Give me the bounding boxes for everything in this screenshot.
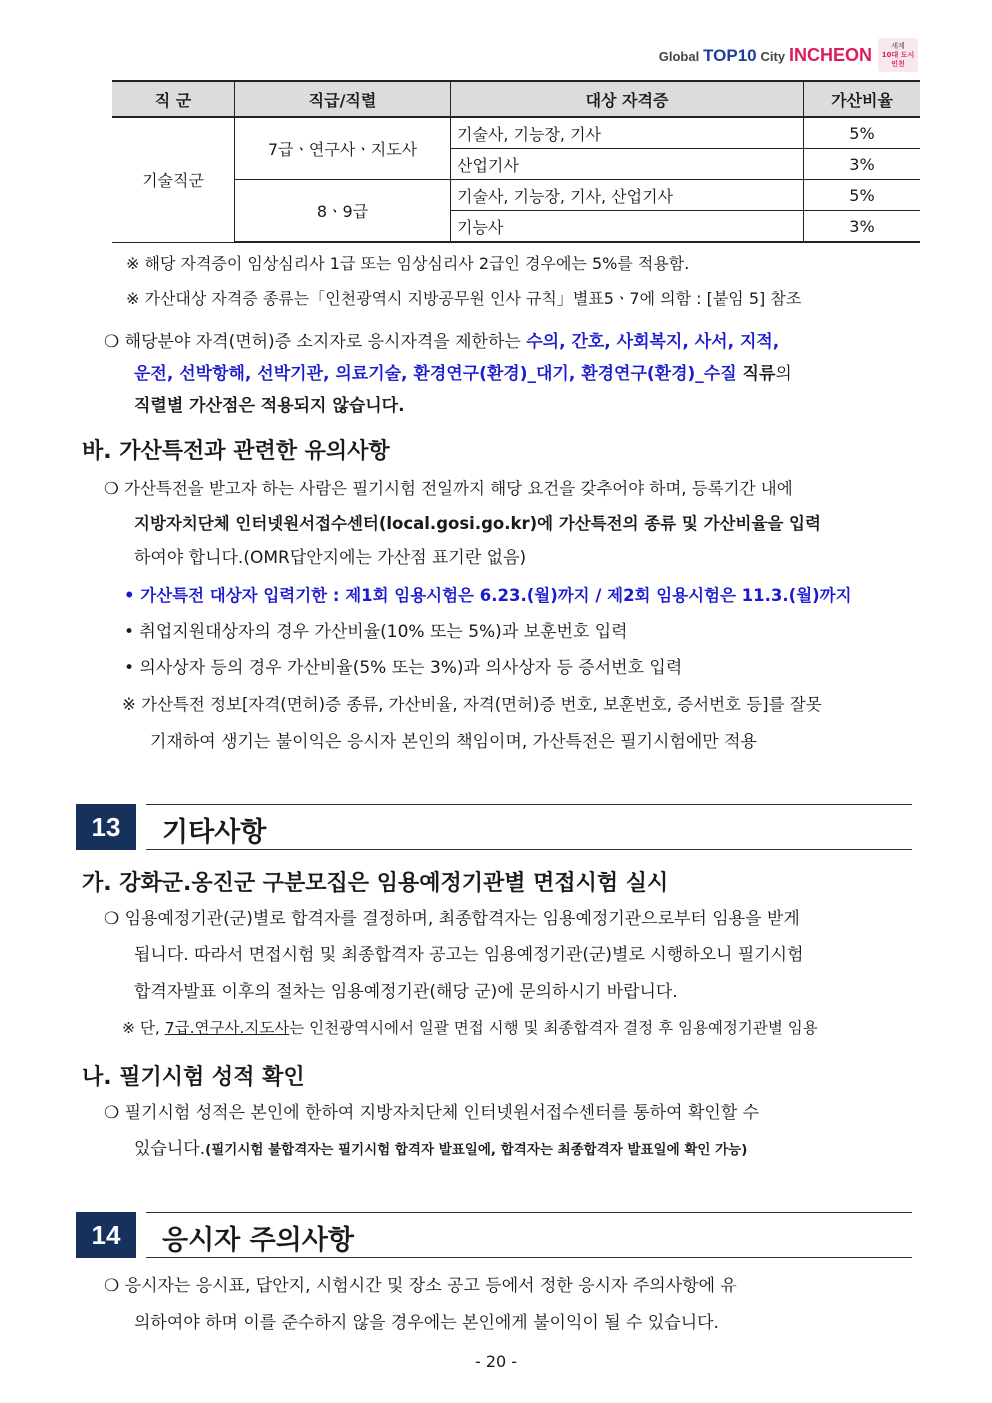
na-line1: ❍ 필기시험 성적은 본인에 한하여 지방자치단체 인터넷원서접수센터를 통하여 확인할 수 xyxy=(104,1103,760,1123)
section-14-rule-bottom xyxy=(146,1257,912,1258)
na-l2-bold: (필기시험 불합격자는 필기시험 합격자 발표일에, 합격자는 최종합격자 발표일에 확인 가능) xyxy=(205,1142,748,1158)
ga-note-underline: 7급.연구사.지도사 xyxy=(164,1019,290,1037)
para1-line3: 직렬별 가산점은 적용되지 않습니다. xyxy=(134,396,405,416)
cell-group: 기술직군 xyxy=(112,117,235,242)
cell-grade-a: 7급ㆍ연구사ㆍ지도사 xyxy=(235,117,451,180)
para1-line2 xyxy=(134,362,792,386)
table-row xyxy=(112,117,920,149)
logo-top: TOP xyxy=(703,45,738,65)
bonus-rate-table xyxy=(112,80,920,243)
ga-line2: 됩니다. 따라서 면접시험 및 최종합격자 공고는 임용예정기관(군)별로 시행하오니 필기시험 xyxy=(134,945,804,965)
logo-10: 10 xyxy=(737,45,757,65)
col-header-cert: 대상 자격증 xyxy=(451,81,804,117)
subheading-ga: 가. 강화군.옹진군 구분모집은 임용예정기관별 면접시험 실시 xyxy=(82,871,669,896)
ba-line1: ❍ 가산특전을 받고자 하는 사람은 필기시험 전일까지 해당 요건을 갖추어야 하며, 등록기간 내에 xyxy=(104,479,793,498)
para1-l1-text: ❍ 해당분야 자격(면허)증 소지자로 응시자격을 제한하는 xyxy=(104,332,527,352)
section-13-title: 기타사항 xyxy=(162,817,267,848)
cell-cert: 산업기사 xyxy=(451,149,804,180)
section-14-header xyxy=(76,1212,912,1258)
section-14-number: 14 xyxy=(76,1212,136,1258)
cell-grade-b: 8ㆍ9급 xyxy=(235,180,451,243)
note-clinical: ※ 해당 자격증이 임상심리사 1급 또는 임상심리사 2급인 경우에는 5%를 적용함. xyxy=(126,254,690,273)
s14-line1: ❍ 응시자는 응시표, 답안지, 시험시간 및 장소 공고 등에서 정한 응시자 주의사항에 유 xyxy=(104,1276,737,1296)
section-14-title: 응시자 주의사항 xyxy=(162,1225,354,1256)
note-cert-types: ※ 가산대상 자격증 종류는「인천광역시 지방공무원 인사 규칙」별표5ㆍ7에 의함 : [붙임 5] 참조 xyxy=(126,289,802,308)
para1-line1 xyxy=(104,330,779,354)
logo-badge xyxy=(878,38,918,72)
col-header-rate: 가산비율 xyxy=(804,81,921,117)
ga-note-rest: 는 인천광역시에서 일괄 면접 시행 및 최종합격자 결정 후 임용예정기관별 임용 xyxy=(289,1019,818,1037)
logo-city: City xyxy=(760,48,786,64)
page-number: - 20 - xyxy=(474,1352,518,1371)
logo-incheon: INCHEON xyxy=(788,44,872,65)
na-l2-text: 있습니다. xyxy=(134,1139,206,1159)
para1-l2-tail: 의 xyxy=(775,364,792,384)
logo-wordmark xyxy=(659,45,872,66)
ba-bullet-veteran: • 취업지원대상자의 경우 가산비율(10% 또는 5%)과 보훈번호 입력 xyxy=(124,622,628,642)
badge-line2: 10대 도시 xyxy=(881,50,915,59)
para1-l2-bold: 직류 xyxy=(736,364,776,384)
col-header-grade: 직급/직렬 xyxy=(235,81,451,117)
para1-l1-highlight: 수의, 간호, 사회복지, 사서, 지적, xyxy=(526,332,780,352)
col-header-group: 직 군 xyxy=(112,81,235,117)
ga-line3: 합격자발표 이후의 절차는 임용예정기관(해당 군)에 문의하시기 바랍니다. xyxy=(134,982,678,1002)
subheading-ba: 바. 가산특전과 관련한 유의사항 xyxy=(82,439,390,464)
ga-note xyxy=(122,1016,818,1040)
s14-line2: 의하여야 하며 이를 준수하지 않을 경우에는 본인에게 불이익이 될 수 있습니다. xyxy=(134,1313,719,1333)
ga-note-prefix: ※ 단, xyxy=(122,1019,165,1037)
table-header-row xyxy=(112,81,920,117)
ba-bullet-righteous: • 의사상자 등의 경우 가산비율(5% 또는 3%)과 의사상자 등 증서번호 입력 xyxy=(124,658,683,678)
cell-rate: 3% xyxy=(804,211,921,243)
ba-line3: 하여야 합니다.(OMR답안지에는 가산점 표기란 없음) xyxy=(134,548,527,568)
section-13-header xyxy=(76,804,912,850)
na-line2 xyxy=(134,1137,747,1162)
section-13-number: 13 xyxy=(76,804,136,850)
logo-global: Global xyxy=(658,48,700,64)
cell-rate: 5% xyxy=(804,117,921,149)
badge-line1: 세계 xyxy=(891,41,905,50)
ba-remark-line1: ※ 가산특전 정보[자격(면허)증 종류, 가산비율, 자격(면허)증 번호, 보훈번호, 증서번호 등]를 잘못 xyxy=(122,695,822,714)
cell-cert: 기술사, 기능장, 기사, 산업기사 xyxy=(451,180,804,211)
ga-line1: ❍ 임용예정기관(군)별로 합격자를 결정하며, 최종합격자는 임용예정기관으로부터 임용을 받게 xyxy=(104,909,800,929)
ba-line2: 지방자치단체 인터넷원서접수센터(local.gosi.go.kr)에 가산특전의 종류 및 가산비율을 입력 xyxy=(134,514,821,533)
subheading-na: 나. 필기시험 성적 확인 xyxy=(82,1065,305,1090)
cell-cert: 기술사, 기능장, 기사 xyxy=(451,117,804,149)
para1-l2-highlight: 운전, 선박항해, 선박기관, 의료기술, 환경연구(환경)_대기, 환경연구(환경)_수질 xyxy=(134,364,737,384)
cell-rate: 3% xyxy=(804,149,921,180)
section-13-rule-bottom xyxy=(146,849,912,850)
ba-bullet-deadline: • 가산특전 대상자 입력기한 : 제1회 임용시험은 6.23.(월)까지 / 제2회 임용시험은 11.3.(월)까지 xyxy=(124,586,852,605)
header-logo xyxy=(659,38,918,72)
section-13-rule-top xyxy=(146,804,912,805)
ba-remark-line2: 기재하여 생기는 불이익은 응시자 본인의 책임이며, 가산특전은 필기시험에만 적용 xyxy=(150,732,757,752)
section-14-rule-top xyxy=(146,1212,912,1213)
cell-rate: 5% xyxy=(804,180,921,211)
cell-cert: 기능사 xyxy=(451,211,804,243)
badge-line3: 인천 xyxy=(891,59,905,68)
